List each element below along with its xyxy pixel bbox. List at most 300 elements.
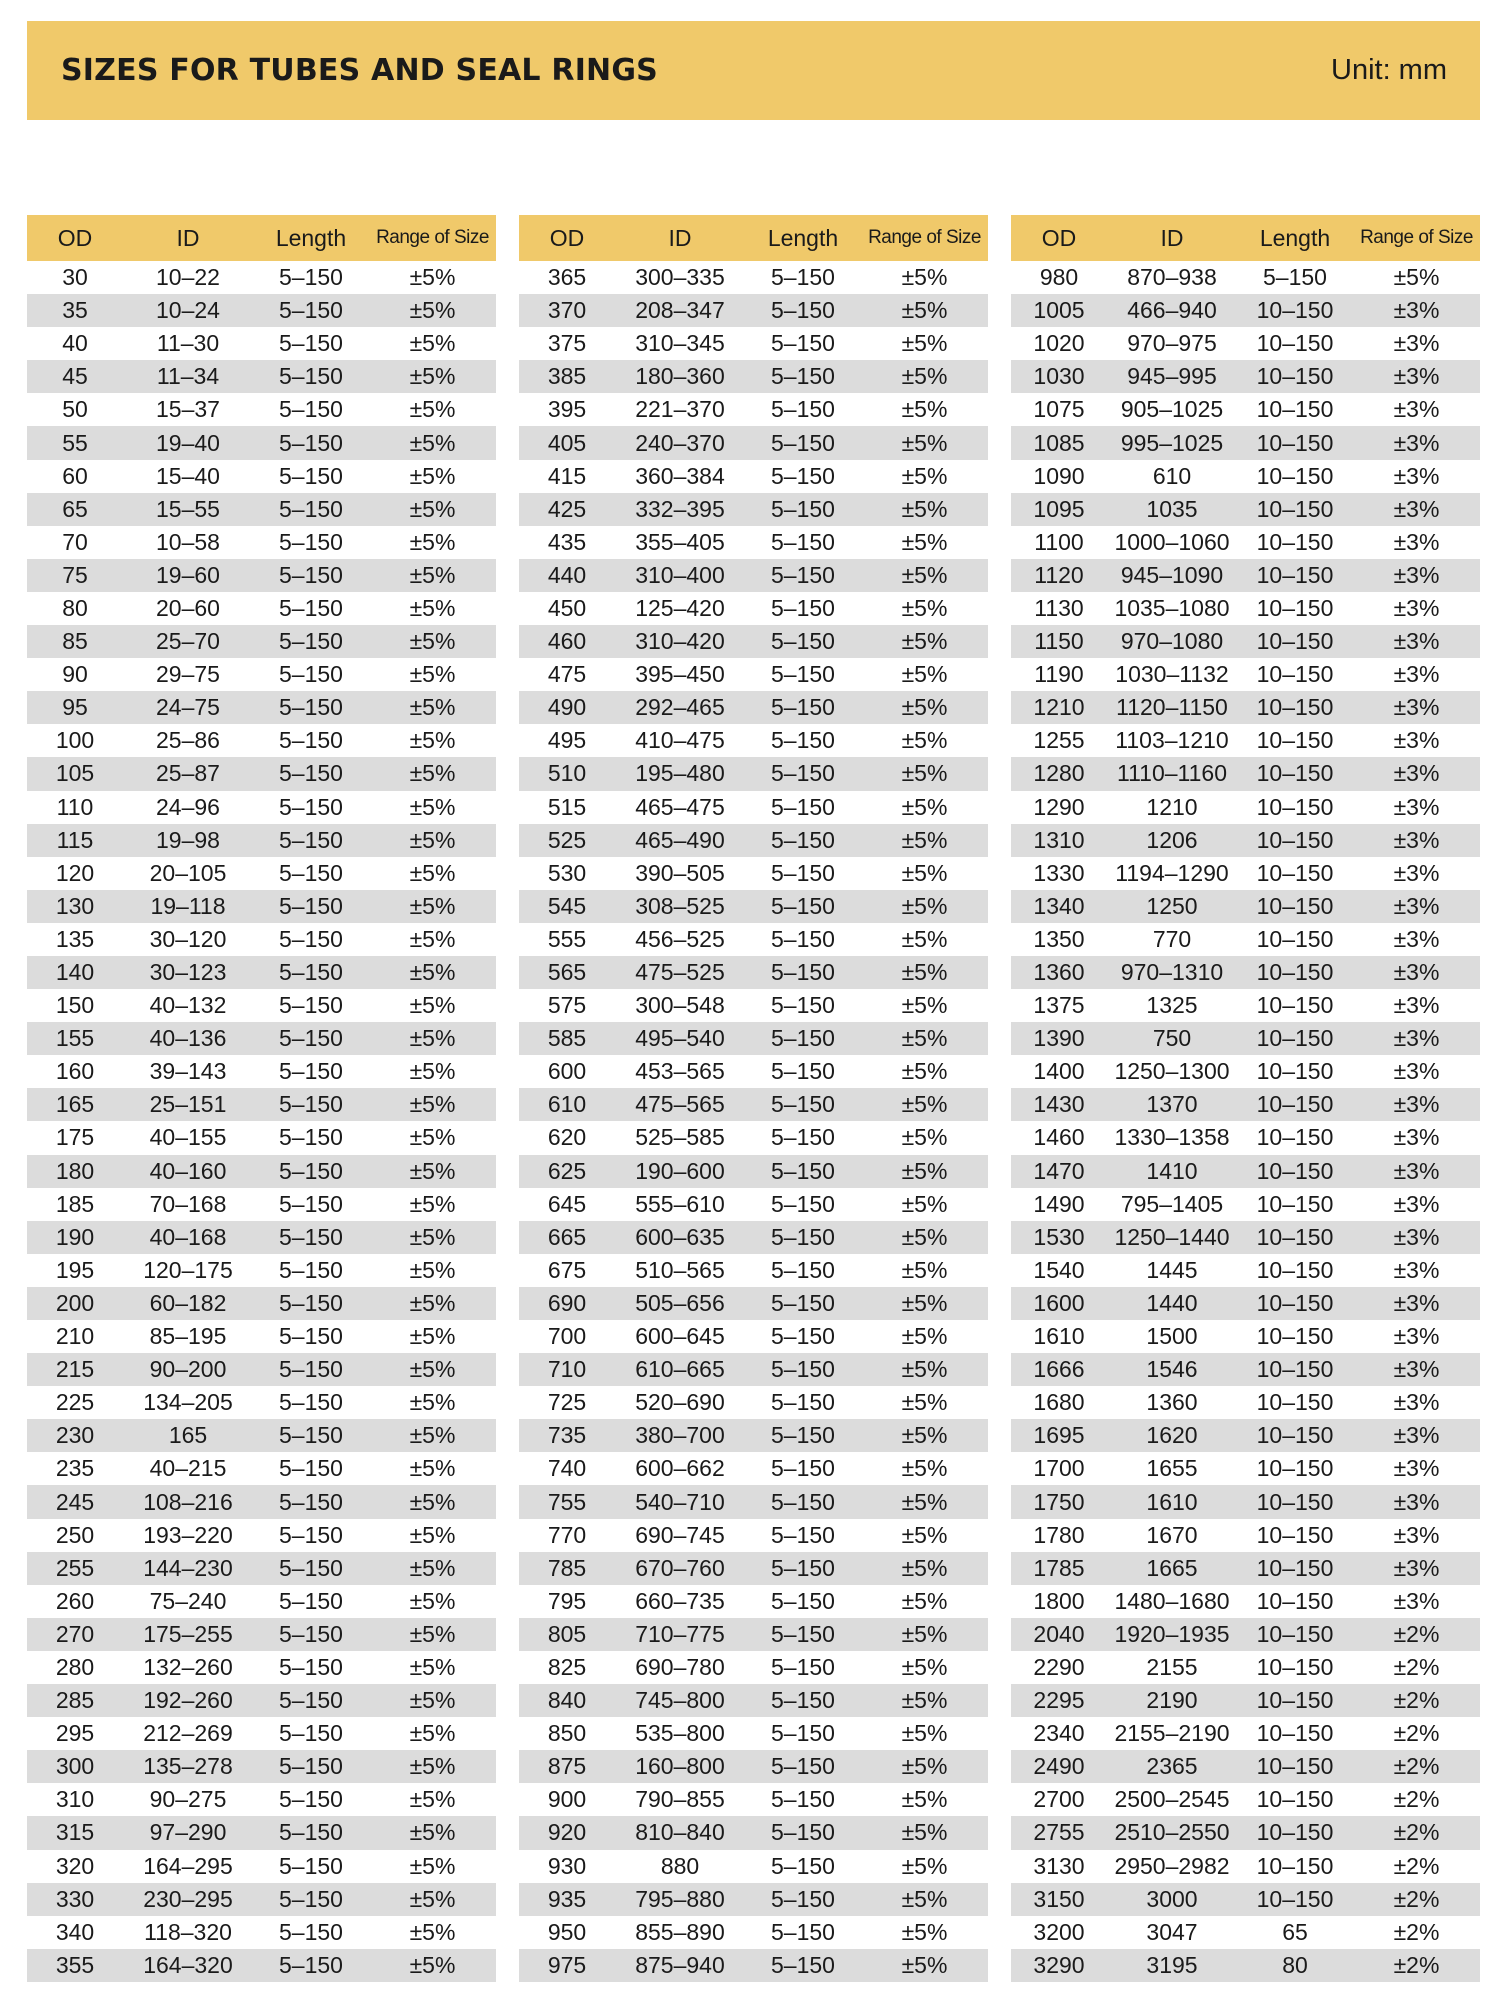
cell-range: ±3% xyxy=(1393,1058,1440,1085)
table-row xyxy=(27,1088,496,1121)
table-row xyxy=(1011,1022,1480,1055)
cell-id: 192–260 xyxy=(143,1687,233,1714)
cell-od: 920 xyxy=(547,1819,587,1846)
cell-id: 39–143 xyxy=(149,1058,227,1085)
cell-range: ±5% xyxy=(409,462,456,489)
cell-id: 108–216 xyxy=(143,1488,233,1515)
cell-id: 2155–2190 xyxy=(1114,1720,1230,1747)
cell-od: 950 xyxy=(547,1918,587,1945)
cell-length: 5–150 xyxy=(771,1587,835,1614)
cell-length: 5–150 xyxy=(279,1389,343,1416)
cell-length: 5–150 xyxy=(771,1091,835,1118)
cell-id: 75–240 xyxy=(149,1587,227,1614)
cell-od: 1190 xyxy=(1034,661,1084,688)
cell-id: 535–800 xyxy=(635,1720,725,1747)
cell-id: 300–548 xyxy=(635,992,725,1019)
table-row xyxy=(519,1320,988,1353)
cell-id: 995–1025 xyxy=(1120,429,1224,456)
cell-od: 165 xyxy=(55,1091,95,1118)
cell-length: 5–150 xyxy=(279,264,343,291)
cell-range: ±2% xyxy=(1393,1753,1440,1780)
cell-length: 5–150 xyxy=(279,1356,343,1383)
table-row xyxy=(1011,1783,1480,1816)
cell-id: 212–269 xyxy=(143,1720,233,1747)
cell-id: 1250–1440 xyxy=(1114,1223,1230,1250)
table-row xyxy=(519,327,988,360)
cell-length: 5–150 xyxy=(771,1885,835,1912)
cell-range: ±5% xyxy=(901,793,948,820)
cell-id: 310–420 xyxy=(635,628,725,655)
cell-length: 5–150 xyxy=(771,727,835,754)
table-row xyxy=(27,923,496,956)
cell-od: 2340 xyxy=(1033,1720,1085,1747)
table-row xyxy=(1011,1850,1480,1883)
cell-id: 60–182 xyxy=(149,1289,227,1316)
cell-id: 40–215 xyxy=(149,1455,227,1482)
table-row xyxy=(27,1121,496,1154)
cell-range: ±3% xyxy=(1393,925,1440,952)
cell-od: 625 xyxy=(547,1157,587,1184)
cell-range: ±3% xyxy=(1393,628,1440,655)
cell-od: 1310 xyxy=(1033,826,1085,853)
cell-range: ±3% xyxy=(1393,826,1440,853)
cell-range: ±3% xyxy=(1393,793,1440,820)
cell-id: 510–565 xyxy=(635,1256,725,1283)
cell-id: 90–275 xyxy=(149,1786,227,1813)
cell-length: 5–150 xyxy=(771,1852,835,1879)
cell-length: 5–150 xyxy=(279,1620,343,1647)
table-row xyxy=(1011,294,1480,327)
cell-id: 1546 xyxy=(1146,1356,1198,1383)
cell-range: ±5% xyxy=(409,1786,456,1813)
cell-od: 255 xyxy=(55,1554,95,1581)
cell-od: 70 xyxy=(62,528,88,555)
cell-od: 65 xyxy=(62,495,88,522)
cell-length: 10–150 xyxy=(1256,330,1334,357)
cell-range: ±2% xyxy=(1393,1819,1440,1846)
cell-od: 930 xyxy=(547,1852,587,1879)
cell-range: ±5% xyxy=(901,1951,948,1978)
cell-od: 110 xyxy=(56,793,94,820)
cell-id: 30–120 xyxy=(149,925,227,952)
cell-length: 5–150 xyxy=(771,1124,835,1151)
cell-length: 5–150 xyxy=(771,495,835,522)
cell-od: 675 xyxy=(547,1256,587,1283)
cell-range: ±5% xyxy=(901,826,948,853)
cell-range: ±3% xyxy=(1393,1323,1440,1350)
cell-id: 360–384 xyxy=(635,462,725,489)
table-row xyxy=(519,1287,988,1320)
cell-od: 195 xyxy=(55,1256,95,1283)
table-row xyxy=(519,1850,988,1883)
cell-length: 5–150 xyxy=(279,1323,343,1350)
cell-range: ±5% xyxy=(409,1720,456,1747)
cell-od: 530 xyxy=(547,859,587,886)
table-row xyxy=(27,890,496,923)
cell-range: ±5% xyxy=(409,1587,456,1614)
cell-od: 300 xyxy=(55,1753,95,1780)
cell-id: 2155 xyxy=(1146,1653,1198,1680)
table-row xyxy=(519,658,988,691)
cell-od: 710 xyxy=(547,1356,587,1383)
cell-length: 5–150 xyxy=(279,826,343,853)
column-header-length: Length xyxy=(767,224,839,251)
column-header-id: ID xyxy=(1160,224,1184,251)
cell-length: 10–150 xyxy=(1256,1720,1334,1747)
cell-id: 125–420 xyxy=(635,594,725,621)
cell-od: 415 xyxy=(547,462,587,489)
table-row xyxy=(519,1088,988,1121)
cell-id: 520–690 xyxy=(635,1389,725,1416)
column-header-od: OD xyxy=(549,224,585,251)
cell-od: 270 xyxy=(55,1620,95,1647)
cell-id: 600–662 xyxy=(635,1455,725,1482)
cell-length: 5–150 xyxy=(771,760,835,787)
cell-length: 5–150 xyxy=(279,495,343,522)
table-row xyxy=(519,923,988,956)
cell-id: 1103–1210 xyxy=(1115,727,1229,754)
cell-length: 5–150 xyxy=(771,1256,835,1283)
cell-range: ±2% xyxy=(1393,1720,1440,1747)
table-row xyxy=(1011,956,1480,989)
cell-od: 225 xyxy=(55,1389,95,1416)
cell-od: 1460 xyxy=(1033,1124,1085,1151)
cell-id: 2950–2982 xyxy=(1114,1852,1230,1879)
cell-od: 725 xyxy=(547,1389,587,1416)
table-row xyxy=(1011,691,1480,724)
cell-length: 5–150 xyxy=(771,1720,835,1747)
cell-range: ±3% xyxy=(1393,1356,1440,1383)
cell-range: ±5% xyxy=(409,264,456,291)
cell-range: ±5% xyxy=(409,1323,456,1350)
cell-length: 5–150 xyxy=(279,793,343,820)
cell-length: 5–150 xyxy=(279,429,343,456)
cell-od: 980 xyxy=(1039,264,1079,291)
cell-id: 1210 xyxy=(1146,793,1198,820)
table-row xyxy=(519,261,988,294)
table-row xyxy=(1011,1055,1480,1088)
cell-id: 160–800 xyxy=(635,1753,725,1780)
cell-od: 50 xyxy=(62,396,88,423)
cell-id: 1206 xyxy=(1146,826,1198,853)
cell-range: ±5% xyxy=(409,1422,456,1449)
cell-od: 1390 xyxy=(1033,1025,1085,1052)
table-row xyxy=(519,526,988,559)
cell-length: 5–150 xyxy=(771,1289,835,1316)
cell-od: 495 xyxy=(547,727,587,754)
cell-od: 1360 xyxy=(1033,959,1085,986)
cell-od: 1255 xyxy=(1033,727,1085,754)
cell-od: 1600 xyxy=(1033,1289,1085,1316)
cell-length: 10–150 xyxy=(1256,1687,1334,1714)
cell-od: 100 xyxy=(55,727,95,754)
unit-label: Unit: mm xyxy=(1331,54,1447,86)
cell-length: 5–150 xyxy=(771,859,835,886)
cell-range: ±5% xyxy=(901,1786,948,1813)
cell-length: 10–150 xyxy=(1256,1653,1334,1680)
cell-od: 230 xyxy=(55,1422,95,1449)
cell-od: 150 xyxy=(55,992,95,1019)
cell-length: 5–150 xyxy=(771,925,835,952)
cell-range: ±3% xyxy=(1393,1422,1440,1449)
cell-range: ±3% xyxy=(1393,859,1440,886)
cell-range: ±5% xyxy=(409,528,456,555)
cell-range: ±3% xyxy=(1393,330,1440,357)
cell-length: 5–150 xyxy=(279,1753,343,1780)
cell-range: ±5% xyxy=(901,1124,948,1151)
table-row xyxy=(27,1717,496,1750)
column-header-od: OD xyxy=(57,224,93,251)
size-table-2 xyxy=(519,215,988,1982)
cell-range: ±3% xyxy=(1393,661,1440,688)
table-row xyxy=(27,757,496,790)
table-row xyxy=(1011,857,1480,890)
table-row xyxy=(27,791,496,824)
cell-id: 790–855 xyxy=(635,1786,725,1813)
table-row xyxy=(519,824,988,857)
cell-id: 1194–1290 xyxy=(1115,859,1229,886)
cell-length: 5–150 xyxy=(279,528,343,555)
cell-length: 5–150 xyxy=(279,1819,343,1846)
table-row xyxy=(519,1717,988,1750)
table-row xyxy=(27,658,496,691)
table-row xyxy=(27,989,496,1022)
cell-id: 15–55 xyxy=(156,495,220,522)
cell-range: ±5% xyxy=(901,859,948,886)
cell-length: 10–150 xyxy=(1256,760,1334,787)
table-row xyxy=(519,1585,988,1618)
cell-length: 10–150 xyxy=(1256,1025,1334,1052)
cell-range: ±5% xyxy=(901,1852,948,1879)
cell-range: ±3% xyxy=(1393,1488,1440,1515)
cell-id: 19–60 xyxy=(156,561,220,588)
table-row xyxy=(519,1022,988,1055)
cell-id: 10–58 xyxy=(156,528,220,555)
cell-range: ±5% xyxy=(901,1422,948,1449)
cell-od: 370 xyxy=(547,297,587,324)
cell-id: 30–123 xyxy=(149,959,227,986)
cell-od: 210 xyxy=(55,1323,95,1350)
cell-range: ±5% xyxy=(901,1819,948,1846)
cell-id: 1500 xyxy=(1146,1323,1198,1350)
cell-range: ±5% xyxy=(901,1885,948,1912)
table-row xyxy=(1011,1916,1480,1949)
table-row xyxy=(519,1254,988,1287)
cell-id: 70–168 xyxy=(149,1190,227,1217)
cell-range: ±5% xyxy=(901,1687,948,1714)
table-row xyxy=(1011,1816,1480,1849)
cell-od: 1290 xyxy=(1033,793,1085,820)
cell-length: 5–150 xyxy=(771,1687,835,1714)
cell-id: 465–475 xyxy=(635,793,725,820)
cell-od: 1530 xyxy=(1033,1223,1085,1250)
cell-od: 180 xyxy=(55,1157,95,1184)
table-row xyxy=(27,956,496,989)
cell-length: 10–150 xyxy=(1256,528,1334,555)
cell-length: 5–150 xyxy=(771,1356,835,1383)
cell-range: ±5% xyxy=(409,859,456,886)
cell-od: 1020 xyxy=(1033,330,1085,357)
cell-range: ±3% xyxy=(1393,1554,1440,1581)
table-row xyxy=(519,757,988,790)
cell-range: ±3% xyxy=(1393,561,1440,588)
cell-range: ±2% xyxy=(1393,1687,1440,1714)
cell-od: 250 xyxy=(55,1521,95,1548)
cell-od: 700 xyxy=(547,1323,587,1350)
cell-range: ±5% xyxy=(409,1058,456,1085)
cell-id: 40–160 xyxy=(149,1157,227,1184)
cell-id: 195–480 xyxy=(635,760,725,787)
cell-id: 970–1310 xyxy=(1120,959,1224,986)
cell-range: ±3% xyxy=(1393,1587,1440,1614)
table-row xyxy=(1011,923,1480,956)
cell-length: 5–150 xyxy=(279,1455,343,1482)
cell-length: 5–150 xyxy=(771,561,835,588)
cell-od: 805 xyxy=(547,1620,587,1647)
cell-length: 5–150 xyxy=(771,826,835,853)
table-row xyxy=(1011,1651,1480,1684)
table-row xyxy=(519,1386,988,1419)
cell-id: 750 xyxy=(1152,1025,1192,1052)
cell-od: 1700 xyxy=(1033,1455,1085,1482)
cell-range: ±3% xyxy=(1393,594,1440,621)
cell-length: 10–150 xyxy=(1256,561,1334,588)
table-row xyxy=(27,592,496,625)
cell-id: 15–40 xyxy=(156,462,220,489)
table-row xyxy=(27,1816,496,1849)
table-row xyxy=(27,1684,496,1717)
cell-id: 1445 xyxy=(1146,1256,1198,1283)
table-row xyxy=(1011,1254,1480,1287)
table-row xyxy=(519,460,988,493)
cell-range: ±5% xyxy=(901,1323,948,1350)
table-row xyxy=(1011,393,1480,426)
cell-range: ±3% xyxy=(1393,363,1440,390)
cell-od: 2295 xyxy=(1033,1687,1085,1714)
cell-range: ±5% xyxy=(901,1753,948,1780)
cell-length: 5–150 xyxy=(279,594,343,621)
cell-id: 24–75 xyxy=(156,694,220,721)
cell-od: 340 xyxy=(55,1918,95,1945)
table-row xyxy=(27,824,496,857)
cell-range: ±5% xyxy=(901,396,948,423)
cell-range: ±5% xyxy=(409,1124,456,1151)
cell-id: 945–1090 xyxy=(1120,561,1224,588)
table-row xyxy=(1011,1949,1480,1982)
table-row xyxy=(27,1783,496,1816)
cell-range: ±5% xyxy=(901,1157,948,1184)
cell-range: ±5% xyxy=(901,1289,948,1316)
table-row xyxy=(27,1618,496,1651)
table-row xyxy=(1011,1386,1480,1419)
table-row xyxy=(27,691,496,724)
cell-length: 5–150 xyxy=(771,330,835,357)
table-row xyxy=(519,1221,988,1254)
cell-id: 1330–1358 xyxy=(1114,1124,1230,1151)
table-row xyxy=(1011,1155,1480,1188)
cell-range: ±5% xyxy=(409,1157,456,1184)
cell-range: ±2% xyxy=(1393,1852,1440,1879)
cell-od: 120 xyxy=(55,859,95,886)
cell-od: 215 xyxy=(55,1356,95,1383)
cell-range: ±5% xyxy=(901,661,948,688)
table-row xyxy=(519,1552,988,1585)
cell-range: ±2% xyxy=(1393,1786,1440,1813)
cell-range: ±5% xyxy=(901,1918,948,1945)
cell-od: 190 xyxy=(55,1223,95,1250)
cell-od: 60 xyxy=(62,462,88,489)
cell-length: 10–150 xyxy=(1256,628,1334,655)
table-row xyxy=(27,360,496,393)
table-row xyxy=(27,1386,496,1419)
cell-range: ±5% xyxy=(409,959,456,986)
cell-od: 330 xyxy=(55,1885,95,1912)
cell-id: 475–565 xyxy=(635,1091,725,1118)
table-row xyxy=(1011,824,1480,857)
cell-range: ±5% xyxy=(901,528,948,555)
cell-id: 2500–2545 xyxy=(1114,1786,1230,1813)
cell-length: 5–150 xyxy=(279,628,343,655)
cell-id: 555–610 xyxy=(635,1190,725,1217)
cell-length: 5–150 xyxy=(771,1422,835,1449)
cell-length: 5–150 xyxy=(771,694,835,721)
cell-range: ±5% xyxy=(409,594,456,621)
table-row xyxy=(27,1452,496,1485)
cell-range: ±5% xyxy=(409,297,456,324)
cell-length: 10–150 xyxy=(1256,429,1334,456)
cell-od: 1750 xyxy=(1033,1488,1085,1515)
cell-range: ±3% xyxy=(1393,1521,1440,1548)
cell-od: 40 xyxy=(62,330,88,357)
cell-id: 945–995 xyxy=(1127,363,1217,390)
cell-length: 5–150 xyxy=(279,892,343,919)
cell-range: ±5% xyxy=(901,1025,948,1052)
cell-od: 1780 xyxy=(1033,1521,1085,1548)
cell-length: 5–150 xyxy=(279,1058,343,1085)
table-row xyxy=(27,261,496,294)
table-row xyxy=(1011,1618,1480,1651)
cell-range: ±5% xyxy=(409,363,456,390)
cell-od: 1095 xyxy=(1033,495,1085,522)
cell-od: 45 xyxy=(62,363,88,390)
table-row xyxy=(27,1254,496,1287)
cell-id: 690–745 xyxy=(635,1521,725,1548)
cell-id: 395–450 xyxy=(635,661,725,688)
cell-length: 5–150 xyxy=(771,1918,835,1945)
cell-od: 545 xyxy=(547,892,587,919)
table-row xyxy=(27,724,496,757)
cell-od: 385 xyxy=(547,363,587,390)
cell-od: 285 xyxy=(55,1687,95,1714)
cell-length: 5–150 xyxy=(279,959,343,986)
cell-length: 5–150 xyxy=(771,1157,835,1184)
cell-od: 740 xyxy=(547,1455,587,1482)
table-row xyxy=(27,1287,496,1320)
table-row xyxy=(27,1353,496,1386)
table-row xyxy=(1011,890,1480,923)
cell-id: 2365 xyxy=(1146,1753,1198,1780)
table-row xyxy=(519,1916,988,1949)
cell-id: 230–295 xyxy=(143,1885,233,1912)
cell-id: 20–105 xyxy=(149,859,227,886)
cell-range: ±5% xyxy=(901,992,948,1019)
cell-range: ±5% xyxy=(409,1389,456,1416)
cell-length: 10–150 xyxy=(1256,1058,1334,1085)
cell-range: ±3% xyxy=(1393,495,1440,522)
table-row xyxy=(519,1783,988,1816)
cell-length: 10–150 xyxy=(1256,1455,1334,1482)
cell-id: 25–70 xyxy=(156,628,220,655)
